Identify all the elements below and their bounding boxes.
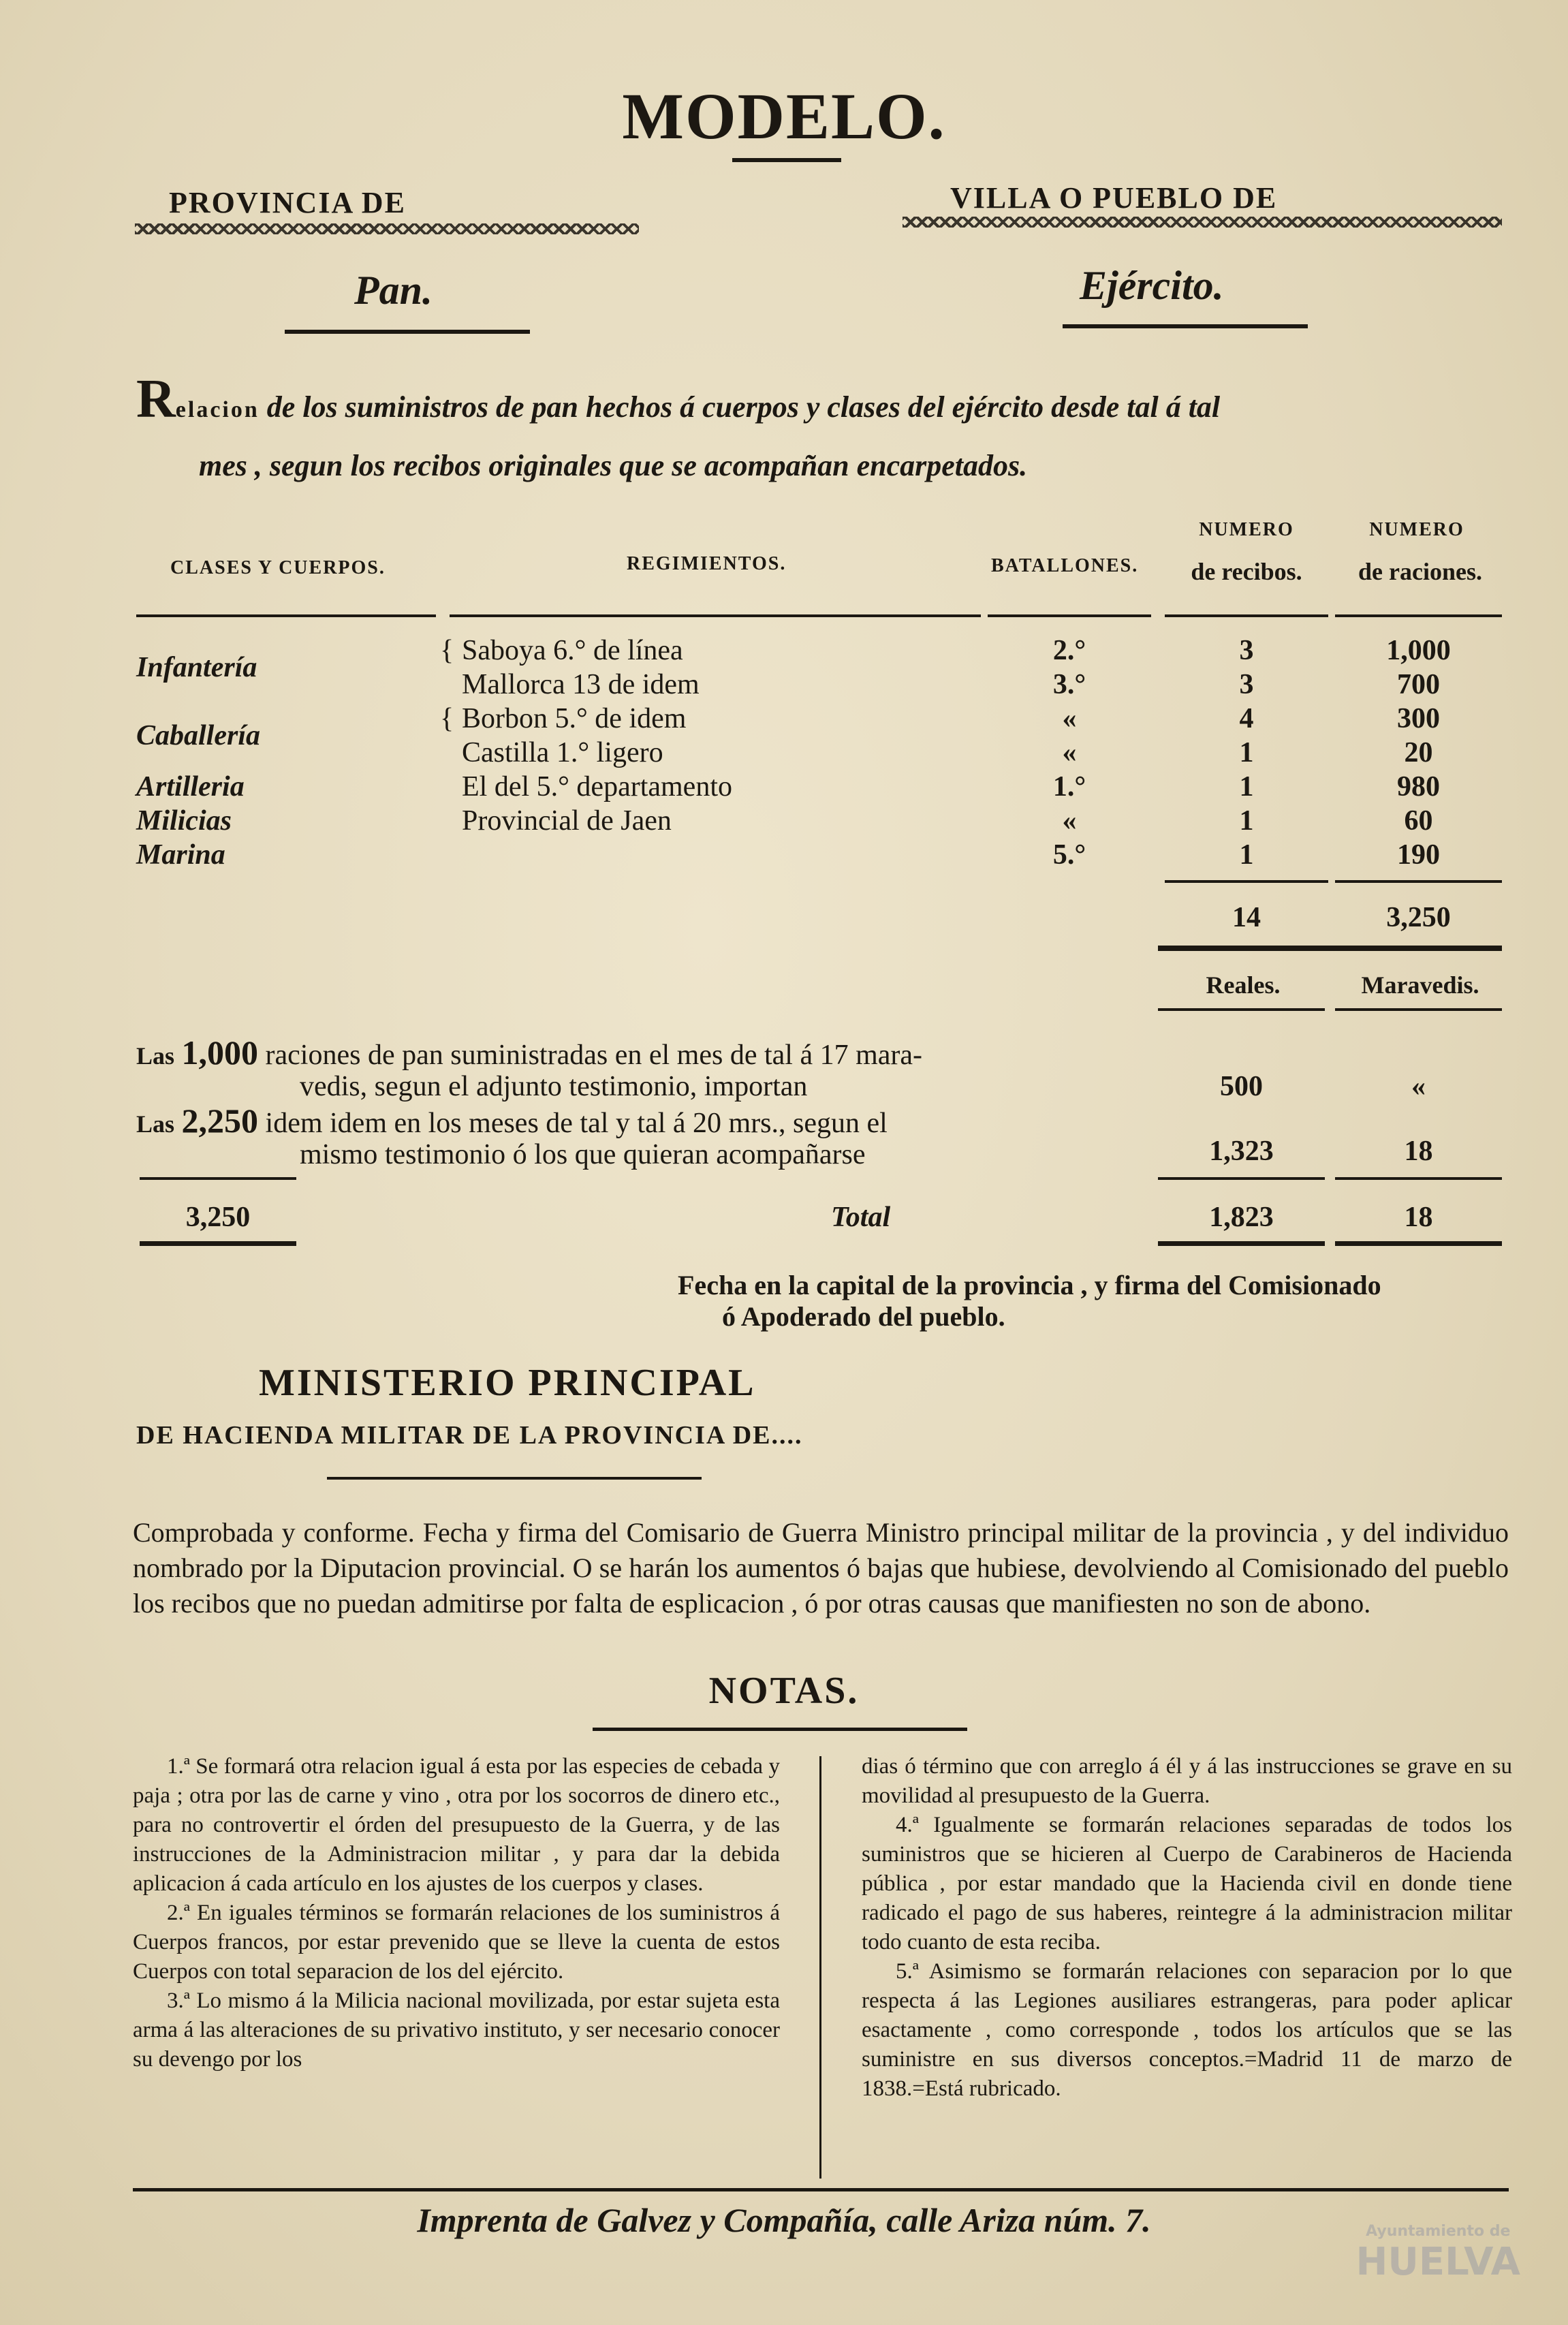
battalion-cell: « [1062,703,1077,734]
branch-cell: Infantería [136,652,257,683]
provincia-fill-line [135,223,639,234]
notas-right-column [862,1752,1512,2104]
header-rule [988,614,1151,617]
fecha-line-2: ó Apoderado del pueblo. [722,1301,1005,1332]
regiment-cell: Provincial de Jaen [462,805,672,837]
receipts-cell: 1 [1239,771,1254,802]
regiment-cell: Mallorca 13 de idem [462,669,700,700]
branch-cell: Marina [136,839,225,871]
rations-cell: 1,000 [1386,635,1451,666]
money-reales-1: 500 [1220,1071,1263,1102]
col-header-raciones-top: NUMERO [1369,519,1464,540]
regiment-cell: Saboya 6.° de línea [462,635,683,666]
page-title: MODELO. [622,80,946,153]
receipts-cell: 4 [1239,703,1254,734]
col-header-recibos: de recibos. [1191,558,1302,585]
money-text: raciones de pan suministradas en el mes de tal á 17 mara- [265,1040,923,1071]
money-reales-2: 1,323 [1209,1136,1274,1167]
maravedis-header: Maravedis. [1361,971,1479,999]
receipts-cell: 3 [1239,669,1254,700]
regiment-cell: Borbon 5.° de idem [462,703,687,734]
relacion-paragraph [136,371,1492,494]
villa-label: VILLA O PUEBLO DE [950,181,1278,215]
table-row [136,668,1505,702]
brace-icon: { [440,703,454,734]
notas-left-column [133,1752,780,2074]
relacion-lead: elacion [175,397,260,422]
rations-cell: 980 [1397,771,1440,802]
ration-table [136,634,1505,872]
money-mrs-1: « [1411,1071,1426,1102]
ministerio-title: MINISTERIO PRINCIPAL [259,1362,756,1404]
nota-2: 2.ª En iguales términos se formarán relaciones de los suministros á Cuerpos francos, por estar prevenido que se lleve la cuenta de estos Cuerpos con total separacion de los del ejército. [133,1901,780,1984]
col-header-batallones: BATALLONES. [991,555,1139,576]
money-final-rule [1158,1241,1325,1246]
rations-cell: 20 [1404,737,1433,768]
notas-column-divider [819,1756,821,2179]
money-las: Las [136,1042,175,1070]
branch-cell: Artilleria [136,771,245,802]
table-row [136,702,1505,751]
regiment-cell: El del 5.° departamento [462,771,732,802]
regiment-cell: Castilla 1.° ligero [462,737,663,768]
relacion-line1: de los suministros de pan hechos á cuerpos y clases del ejército desde tal á tal [259,390,1221,424]
money-total-mrs: 18 [1404,1202,1433,1233]
battalion-cell: 2.° [1052,635,1086,666]
imprenta-line: Imprenta de Galvez y Compañía, calle Ariza núm. 7. [417,2201,1151,2239]
money-las: Las [136,1110,175,1138]
battalion-cell: 3.° [1052,669,1086,700]
battalion-cell: « [1062,737,1077,768]
nota-5: 5.ª Asimismo se formarán relaciones con separacion por lo que respecta á las Legiones ausiliares estrangeras, para poder aplicar esactamente , como corresponde , todos los artículos que se las suministre en sus diversos conceptos.=Madrid 11 de marzo de 1838.=Está rubricado. [862,1959,1512,2101]
ministerio-body: Comprobada y conforme. Fecha y firma del Comisario de Guerra Ministro principal militar de la provincia , y del individuo nombrado por la Diputacion provincial. O se harán los aumentos ó bajas que hubiese, devolviendo al Comisionado del pueblo los recibos que no puedan admitirse por falta de esplicacion , ó por otras causas que manifiesten no son de abono. [133,1517,1509,1619]
money-total-rule [1335,1177,1502,1180]
money-text: idem idem en los meses de tal y tal á 20 mrs., segun el [265,1108,888,1139]
table-row [136,804,1505,838]
table-row [136,770,1505,804]
total-receipts: 14 [1232,902,1261,933]
rations-cell: 190 [1397,839,1440,871]
nota-3-cont: dias ó término que con arreglo á él y á las instrucciones se grave en su movilidad al presupuesto de la Guerra. [862,1754,1512,1808]
nota-1: 1.ª Se formará otra relacion igual á esta por las especies de cebada y paja ; otra por las de carne y vino , otra por los socorros de dinero etc., para no controvertir el órden del presupuesto de la Guerra, y de las instrucciones de la Administracion militar , y para dar la debida aplicacion á cada artículo en los ajustes de los cuerpos y clases. [133,1754,780,1896]
villa-fill-line [903,217,1502,228]
receipts-cell: 1 [1239,737,1254,768]
notas-title: NOTAS. [708,1670,860,1712]
provincia-label: PROVINCIA DE [169,186,406,219]
receipts-cell: 1 [1239,805,1254,837]
ministerio-subtitle: DE HACIENDA MILITAR DE LA PROVINCIA DE.... [136,1421,803,1450]
money-total-rule [140,1177,296,1180]
col-header-recibos-top: NUMERO [1199,519,1294,540]
col-header-regimientos: REGIMIENTOS. [627,553,787,574]
branch-cell: Caballería [136,720,261,751]
brace-icon: { [440,635,454,666]
battalion-cell: « [1062,805,1077,837]
huelva-watermark-logo [1356,2223,1520,2284]
title-ornament-rule [732,158,841,162]
totals-rule [1335,880,1502,883]
branch-underline [1063,324,1308,328]
rations-cell: 300 [1397,703,1440,734]
totals-rule [1165,880,1328,883]
totals-double-rule [1158,946,1502,951]
reales-header: Reales. [1206,971,1281,999]
table-row [136,838,1505,872]
money-mrs-2: 18 [1404,1136,1433,1167]
money-count: 2,250 [181,1102,259,1140]
money-header-rule [1335,1008,1502,1011]
money-line-2b: mismo testimonio ó los que quieran acompañarse [300,1139,866,1170]
money-final-rule [140,1241,296,1246]
money-line-1b: vedis, segun el adjunto testimonio, importan [300,1071,808,1102]
money-count: 1,000 [181,1033,259,1072]
col-header-clases: CLASES Y CUERPOS. [170,557,386,578]
col-header-raciones: de raciones. [1358,558,1482,585]
money-total-label: Total [831,1202,891,1233]
subject-underline [285,330,530,334]
branch-cell: Milicias [136,805,232,837]
ministerio-rule [327,1477,702,1480]
table-row [136,634,1505,683]
nota-4: 4.ª Igualmente se formarán relaciones separadas de todos los suministros que se hicieren al Cuerpo de Carabineros de Hacienda pública , por estar mandado que la Hacienda civil en donde tiene radicado el pago de sus haberes, reintegre á la administracion militar todo cuanto de esta reciba. [862,1813,1512,1954]
money-final-rule [1335,1241,1502,1246]
branch-label: Ejército. [1080,263,1224,308]
header-rule [1165,614,1328,617]
header-rule [1335,614,1502,617]
battalion-cell: 5.° [1052,839,1086,871]
battalion-cell: 1.° [1052,771,1086,802]
subject-label: Pan. [354,268,433,313]
relacion-line2: mes , segun los recibos originales que se acompañan encarpetados. [199,449,1028,482]
money-line-2 [136,1104,1158,1138]
money-header-rule [1158,1008,1325,1011]
drop-initial: R [136,369,176,429]
fecha-line-1: Fecha en la capital de la provincia , y firma del Comisionado [678,1270,1381,1300]
money-total-reales: 1,823 [1209,1202,1274,1233]
watermark-line-2: HUELVA [1355,2240,1520,2284]
rations-cell: 700 [1397,669,1440,700]
receipts-cell: 3 [1239,635,1254,666]
nota-3: 3.ª Lo mismo á la Milicia nacional movilizada, por estar sujeta esta arma á las alteraciones de su privativo instituto, y ser necesario conocer su devengo por los [133,1988,780,2072]
rations-cell: 60 [1404,805,1433,837]
money-total-count: 3,250 [185,1202,251,1233]
table-row [136,736,1505,770]
receipts-cell: 1 [1239,839,1254,871]
total-rations: 3,250 [1386,902,1451,933]
header-rule [450,614,981,617]
money-total-rule [1158,1177,1325,1180]
notas-ornament-rule [593,1728,967,1731]
header-rule [136,614,436,617]
money-line-1 [136,1035,1158,1070]
footer-rule [133,2188,1509,2191]
watermark-line-1: Ayuntamiento de [1366,2223,1511,2240]
